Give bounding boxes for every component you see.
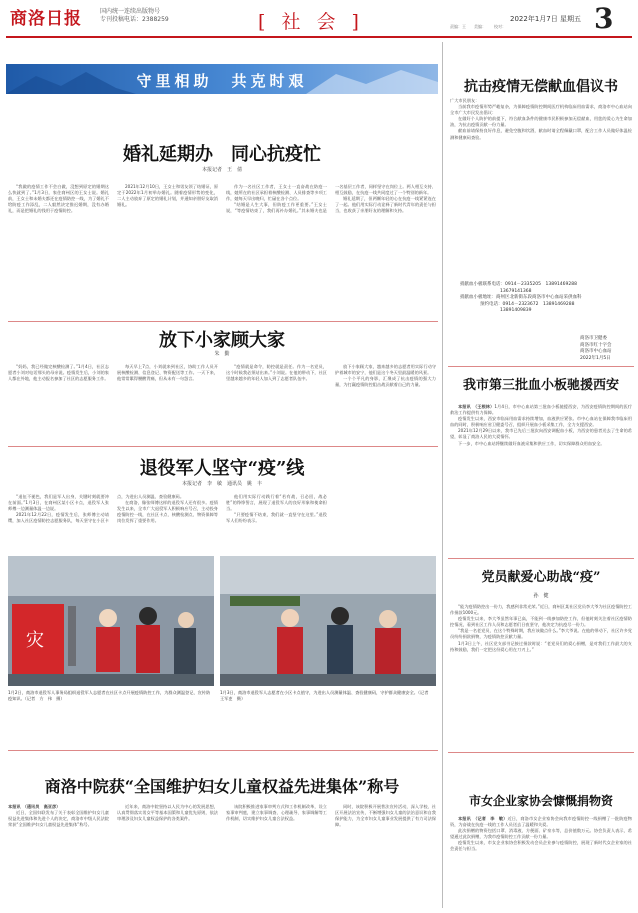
article3-title: 退役军人坚守“疫”线 — [139, 458, 305, 479]
article1-byline: 本报记者 王 倩 — [201, 167, 242, 173]
right2-byline: 本报讯 （王根林） — [458, 404, 495, 409]
article2-para: “疫情就是命令，防控就是责任。作为一名党员，这个时候我必须站出来。”小刘说。在他的带动下，社区里越来越多的年轻人加入到了志愿者队伍中。 — [226, 364, 327, 382]
masthead-brand: 商洛日报 — [10, 9, 82, 29]
photo-left-caption-text: 1月2日，商洛市退役军人事务局组织退役军人志愿者在社区卡点开展疫情防控工作，为群众测温登记、宣传防疫知识。 — [8, 690, 211, 701]
article2-para: 一个个平凡的身影，汇聚成了抗击疫情的强大力量，为打赢疫情防控阻击战贡献着自己的力量。 — [335, 376, 436, 388]
article3-para: “退伍不褪色，我们是军人出身，关键时刻就要冲在前面。”1月3日，在商州区某小区卡点，退役军人张师傅一边测量体温一边说。 — [8, 494, 109, 512]
page-number: 3 — [594, 2, 614, 35]
article2-para: “妈妈，我已经做完核酸检测了。”1月4日，社区志愿者小刘对电话那头的母亲说。疫情发生后，小刘的家人都在外地，他主动报名参加了社区的志愿服务工作。 — [8, 364, 109, 382]
rule — [448, 752, 634, 753]
photo-right-image — [220, 556, 436, 686]
article4-body — [8, 804, 436, 908]
article1-body — [8, 184, 436, 318]
article2-title: 放下小家顾大家 — [159, 330, 285, 351]
right2-para: 疫情发生以来，西安市临床用血需求持续增加，血液供应紧张。市中心血站在保障我市临床用血的同时，积极响应省卫健委号召，组织开展血小板采集工作，全力支援西安。 — [450, 416, 632, 428]
masthead-sub1: 国内统一连续出版物号 — [100, 8, 161, 15]
right3-title: 党员献爱心助战“疫” — [481, 570, 601, 585]
photo-left — [8, 556, 214, 686]
right4-byline: 本报讯 （记者 李 敏） — [458, 816, 508, 821]
sign-line: 商洛市卫健委 — [580, 336, 607, 341]
right3-body — [450, 604, 632, 750]
article2-byline: 朱 勤 — [214, 351, 230, 357]
sign-line: 商洛市红十字会 — [580, 342, 612, 348]
right2-lead: 1月4日，市中心血站第三批血小板驰援西安，为西安疫情防控期间的医疗救治工作提供有力保障。 — [450, 404, 632, 416]
photo-right — [220, 556, 436, 686]
issue-date: 2022年1月7日 星期五 — [510, 15, 581, 23]
right1-para: 在做好个人防护的前提下，符合献血条件的健康市民积极参加无偿献血，用您的爱心为生命加油，为抗击疫情贡献一份力量。 — [450, 116, 632, 128]
masthead-rule — [6, 36, 632, 38]
contact-line: 13891409839 — [500, 308, 532, 313]
right1-para: 献血前请保持良好作息，避免空腹和饮酒，献血时请全程佩戴口罩，配合工作人员做好体温检测和健康码查验。 — [450, 128, 632, 140]
article4-para: 同时，该院积极开展普法宣传活动，深入学校、社区开展法治宣传，不断增强妇女儿童的法治意识和自我保护能力，为全市妇女儿童事业发展提供了有力司法保障。 — [335, 804, 436, 828]
masthead-sub — [100, 8, 169, 24]
right3-para: “能为疫情防控出一份力，我感到非常光荣。”近日，商州区某社区党员李大爷为社区疫情防控工作捐款1000元。 — [450, 604, 632, 616]
article4-para: 近年来，商洛中院坚持以人民为中心的发展思想，认真贯彻落实男女平等基本国策和儿童优先原则，依法审理涉及妇女儿童权益保护的各类案件。 — [117, 804, 218, 822]
right3-para: 1月3日上午，社区党支部书记接过捐款时说：“老党员们的爱心捐赠，是对我们工作最大的支持和鼓励，我们一定把这份爱心用在刀刃上。” — [450, 640, 632, 652]
right4-lead: 近日，商洛市女企业家协会向我市疫情防控一线捐赠了一批防疫物资，为奋战在抗疫一线的工作人员送去了温暖和关爱。 — [450, 816, 632, 828]
right3-para: “我是一名老党员，在这个特殊时期，我应该做点什么。”李大爷说。在他的带动下，社区许多党员纷纷捐款捐物，为疫情防控贡献力量。 — [450, 628, 632, 640]
sign-line: 2022年1月5日 — [580, 355, 611, 361]
contact-line: 捐献血小板地址：商州区北新街东段商洛市中心血站采供血科 — [460, 295, 582, 300]
article1-para: 作为一名社区工作者，王女士一直奋战在防疫一线，她所在的社区承担着核酸检测、人员排查等多项工作，她每天早出晚归，忙碌在各个点位。 — [226, 184, 327, 202]
page-info: 责编：王 美编： 校对： — [450, 24, 506, 29]
right2-para: 下一步，市中心血站将继续做好血液采集和供应工作，切实保障群众用血安全。 — [458, 440, 605, 446]
right4-title: 市女企业家协会慷慨捐物资 — [468, 794, 613, 808]
photo-right-credit: （记者 王军吏 摄） — [220, 690, 433, 701]
rule — [448, 366, 634, 367]
right1-body — [450, 98, 632, 250]
sign-line: 商洛市中心血站 — [580, 349, 612, 354]
article1-para: 2021年12月10日，王女士和男友领了结婚证，原定于2022年1月初举办婚礼。随着疫情形势的变化，二人主动放弃了原定的婚礼计划，并通知亲朋好友取消婚礼。 — [117, 184, 218, 208]
photo-left-caption — [8, 690, 214, 726]
photo-left-image — [8, 556, 214, 686]
article4-para: 该院积极推进家事审判方式和工作机制改革，设立家事审判庭，建立家事调查、心理疏导、家事调解等工作机制，切实维护妇女儿童合法权益。 — [226, 804, 327, 822]
article3-para: 2021年12月22日，疫情发生后，张师傅主动请缨，加入社区疫情防控志愿服务队，每天坚守在小区卡点，为进出人员测温、查验健康码。 — [8, 494, 185, 524]
theme-banner — [6, 64, 438, 94]
photo-right-caption-text: 1月3日，商洛市退役军人志愿者在小区卡点值守，为进出人员测量体温、查验健康码，守护群众健康安全。 — [220, 690, 418, 695]
article4-byline-text: 本报讯 （通讯员 高亚彦） — [8, 804, 61, 809]
rule — [8, 446, 438, 447]
column-divider — [442, 42, 443, 908]
right4-para: 疫情发生以来，市女企业家协会积极发动会员企业参与疫情防控，展现了新时代女企业家的社会责任与担当。 — [450, 840, 632, 852]
banner-title: 守里相助 共克时艰 — [136, 72, 308, 90]
article2-para: 每天早上7点，小刘就来到社区，协助工作人员开展核酸检测、信息登记、物资配送等工作。一天下来，他常常累得腰酸背痛，但从未有一句怨言。 — [117, 364, 218, 382]
section-tag: [ 社 会 ] — [258, 11, 364, 33]
right2-para: 2021年12月29日以来，我市已先后三批次向西安调配血小板，为西安的患者送去了生命的希望，彰显了商洛人民的大爱情怀。 — [450, 428, 632, 440]
photo-left-credit: （记者 方 伟 摄） — [24, 696, 65, 701]
contact-line: 捐献血小板联系电话：0914－2335205 13891469288 — [460, 282, 577, 287]
article3-para: 在商洛，像张师傅这样的退役军人还有很多。疫情发生以来，全市广大退役军人积极响应号召，主动投身疫情防控一线，在社区卡点、核酸检测点、物资保障等岗位发挥了重要作用。 — [117, 500, 218, 524]
article3-para: “只要疫情不结束，我们就一直坚守在这里。”退役军人们纷纷表示。 — [226, 512, 327, 524]
right3-byline: 孙 健 — [533, 593, 549, 599]
right1-salutation: 广大市民朋友： — [450, 98, 480, 103]
right1-para: 当前我市疫情形势严峻复杂，为保障疫情防控期间医疗机构临床用血需求，商洛市中心血站向全市广大市民发出倡议： — [450, 104, 632, 116]
rule — [8, 321, 438, 322]
right2-title: 我市第三批血小板驰援西安 — [462, 378, 619, 393]
article1-title: 婚礼延期办 同心抗疫忙 — [123, 144, 321, 165]
right3-para: 疫情发生以来，李大爷虽然年事已高，不能到一线参加防控工作，但他时刻关注着社区疫情防控情况，看到社区工作人员和志愿者们日夜坚守，他决定为抗疫尽一份力。 — [450, 616, 632, 628]
right4-para — [450, 816, 632, 828]
masthead-sub2: 专刊投稿电话：2388259 — [100, 16, 169, 23]
article3-para: 他们用实际行动践行着“若有战，召必回，战必胜”的铮铮誓言，展现了退役军人的良好形象和使命担当。 — [226, 494, 327, 512]
article4-title: 商洛中院获“全国维护妇女儿童权益先进集体”称号 — [44, 777, 400, 796]
svg-text:灾: 灾 — [26, 630, 44, 651]
right4-para: 此次捐赠的物资包括口罩、消毒液、方便面、矿泉水等，总价值数万元。协会负责人表示，希望通过此次捐赠，为我市疫情防控工作贡献一份力量。 — [450, 828, 632, 840]
right2-body — [450, 404, 632, 556]
right1-title: 抗击疫情无偿献血倡议书 — [464, 79, 618, 95]
article1-para: “我做的疫情工作不会白做，没想到原定的婚期这么快就到了。”1月3日，家住商州区的王女士说。婚礼前，王女士和未婚夫都还在疫情防控一线，为了婚礼不给防疫工作添乱，二人毅然决定推迟婚期，没有办婚礼，而是把婚礼的钱用于疫情防控。 — [8, 184, 109, 214]
article2-para: 放下小家顾大家，越来越多的志愿者用实际行动守护着城市的安宁，他们是这个冬天里最温暖的风景。 — [335, 364, 436, 376]
rule — [448, 558, 634, 559]
article2-body — [8, 364, 436, 436]
contact-line: 13679141368 — [500, 288, 532, 294]
right1-sign — [580, 336, 636, 362]
article4-para: 近日，全国妇联发布了关于表彰全国维护妇女儿童权益先进集体和先进个人的决定，商洛市中级人民法院荣获“全国维护妇女儿童权益先进集体”称号。 — [8, 810, 109, 828]
article1-para: 婚礼延期了，但两颗年轻的心在抗疫一线紧紧连在了一起。他们用实际行动诠释了新时代青年的责任与担当，也收获了亲朋好友的理解和支持。 — [335, 196, 436, 214]
article3-body — [8, 494, 436, 550]
article3-byline: 本报记者 李 敏 通讯员 姚 丰 — [181, 481, 262, 487]
right2-para — [450, 404, 632, 416]
right4-body — [450, 816, 632, 908]
right1-contact — [460, 282, 636, 315]
rule — [8, 750, 438, 751]
contact-line: 预约电话：0914－2323672 13891469288 — [480, 301, 575, 307]
photo-right-caption — [220, 690, 436, 726]
article1-para: “结婚是人生大事，但防疫工作更重要。”王女士说，“等疫情结束了，我们再补办婚礼。”其未婚夫也是一名基层工作者，同样坚守在岗位上。两人相互支持、相互鼓励，在抗疫一线共同度过了一个特别的新年。 — [226, 184, 436, 214]
